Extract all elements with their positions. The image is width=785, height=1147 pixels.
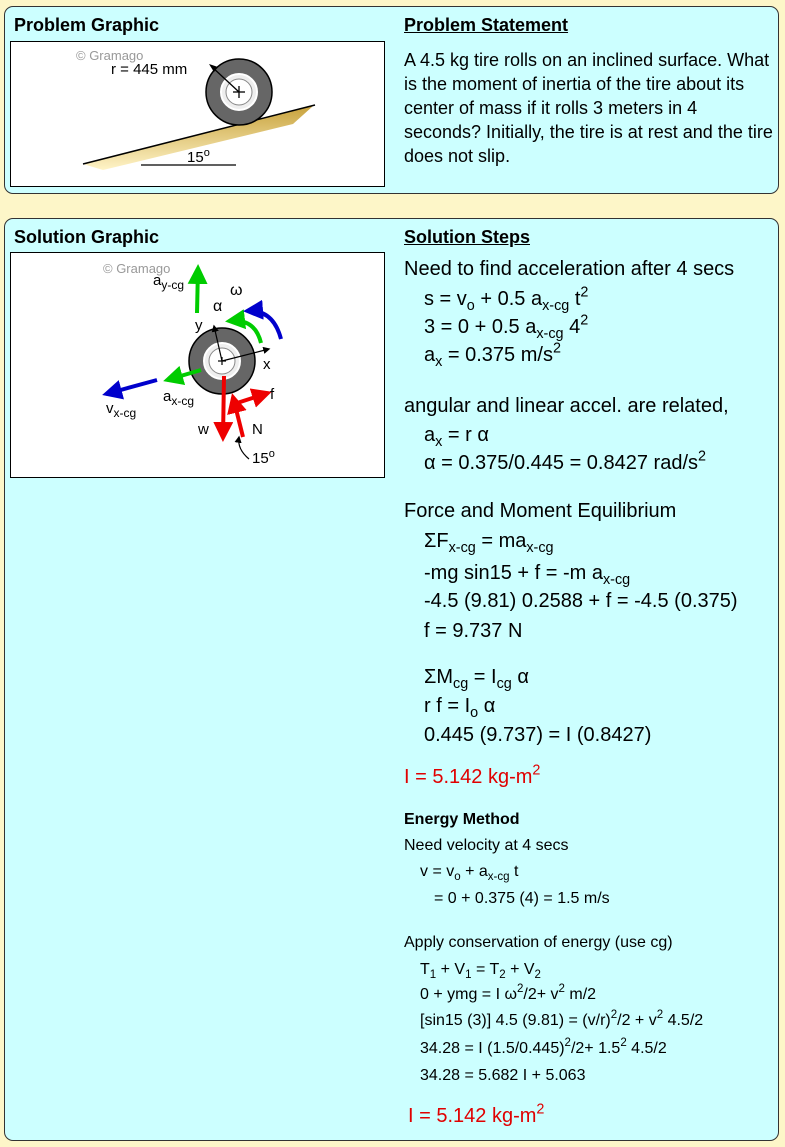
ay-label: $a_{y-cg}$ [153, 272, 185, 292]
problem-graphic-heading: Problem Graphic [14, 15, 160, 35]
problem-graphic [10, 41, 385, 187]
watermark: © Gramago [76, 48, 144, 63]
result-1: I = 5.142 $kg-m^2$ [404, 762, 541, 788]
radius-label: r = 445 mm [111, 61, 188, 78]
weight-arrow [223, 376, 224, 438]
x-label: x [263, 356, 271, 373]
friction-arrow [234, 393, 268, 404]
energy-eq3: $T_1 + V_1 = T_2 + V_2$ [420, 961, 541, 982]
energy-step1-title: Need velocity at 4 secs [404, 837, 569, 854]
vx-label: $v_{x-cg}$ [106, 400, 137, 420]
omega-label: ω [230, 282, 243, 299]
problem-statement-heading: Problem Statement [404, 15, 569, 35]
step1-eq3: $a_x = 0.375$ $m/s^2$ [424, 340, 561, 371]
step3-eq2: -mg sin15 + f = -m $a_{x-cg}$ [424, 562, 631, 589]
step3-eq1: $\Sigma F_{x-cg} = ma_{x-cg}$ [424, 530, 554, 557]
energy-eq7: 34.28 = 5.682 I + 5.063 [420, 1067, 586, 1084]
step4-eq3: 0.445 (9.737) = I (0.8427) [424, 724, 652, 746]
energy-eq2: = 0 + 0.375 (4) = 1.5 m/s [434, 890, 610, 907]
step2-title: angular and linear accel. are related, [404, 395, 729, 417]
ay-arrow [197, 268, 198, 313]
f-label: f [270, 386, 275, 403]
solution-graphic [10, 252, 385, 478]
alpha-label: α [213, 298, 223, 315]
N-label: N [252, 421, 263, 438]
solution-graphic-heading: Solution Graphic [14, 227, 160, 247]
energy-step2-title: Apply conservation of energy (use cg) [404, 934, 673, 951]
energy-eq6: 34.28 = I $(1.5/0.445)^2/2+ 1.5^2$ 4.5/2 [420, 1037, 667, 1057]
angle-label: 15$^o$ [252, 448, 275, 467]
watermark: © Gramago [103, 261, 171, 276]
step3-eq4: f = 9.737 N [424, 620, 523, 642]
angle-pointer [239, 437, 249, 459]
problem-statement: A 4.5 kg tire rolls on an inclined surface. What is the moment of inertia of the tire about its center of mass if it rolls 3 meters in 4 seconds? Initially, the tire is at rest and the tire does not slip. [404, 50, 773, 166]
energy-eq4: 0 + ymg = I $\omega^2/2+ v^2$ m/2 [420, 983, 597, 1003]
angle-label: 15$^o$ [187, 147, 210, 166]
ax-label: $a_{x-cg}$ [163, 388, 195, 408]
free-body-diagram [11, 253, 383, 476]
w-label: w [198, 421, 209, 438]
energy-eq1: $v = v_o + a_{x-cg}$ t [420, 863, 519, 884]
y-label: y [195, 317, 203, 334]
energy-heading: Energy Method [404, 811, 520, 828]
step2-eq2: α = 0.375/0.445 = 0.8427 rad/$s^2$ [424, 448, 707, 474]
step3-title: Force and Moment Equilibrium [404, 500, 677, 522]
step1-eq2: 3 = 0 + 0.5 $a_{x-cg}$ $4^2$ [424, 312, 589, 343]
result-2: I = 5.142 $kg-m^2$ [408, 1101, 545, 1127]
energy-eq5: [sin15 (3)] 4.5 $(9.81) = (v/r)^2/2 + v^2$ 4.5/2 [420, 1009, 704, 1029]
step3-eq3: -4.5 (9.81) 0.2588 + f = -4.5 (0.375) [424, 590, 738, 612]
step2-eq1: $a_x = r$ α [424, 424, 489, 451]
solution-steps-heading: Solution Steps [404, 227, 530, 247]
step4-eq1: $\Sigma M_{cg} = I_{cg}$ α [424, 666, 529, 693]
step1-title: Need to find acceleration after 4 secs [404, 258, 735, 280]
step4-eq2: r $f = I_o$ α [424, 695, 496, 722]
step1-eq1: $s = v_o + 0.5$ $a_{x-cg}$ $t^2$ [424, 284, 589, 315]
vx-arrow [106, 380, 157, 394]
incline-tire-diagram [11, 42, 383, 185]
